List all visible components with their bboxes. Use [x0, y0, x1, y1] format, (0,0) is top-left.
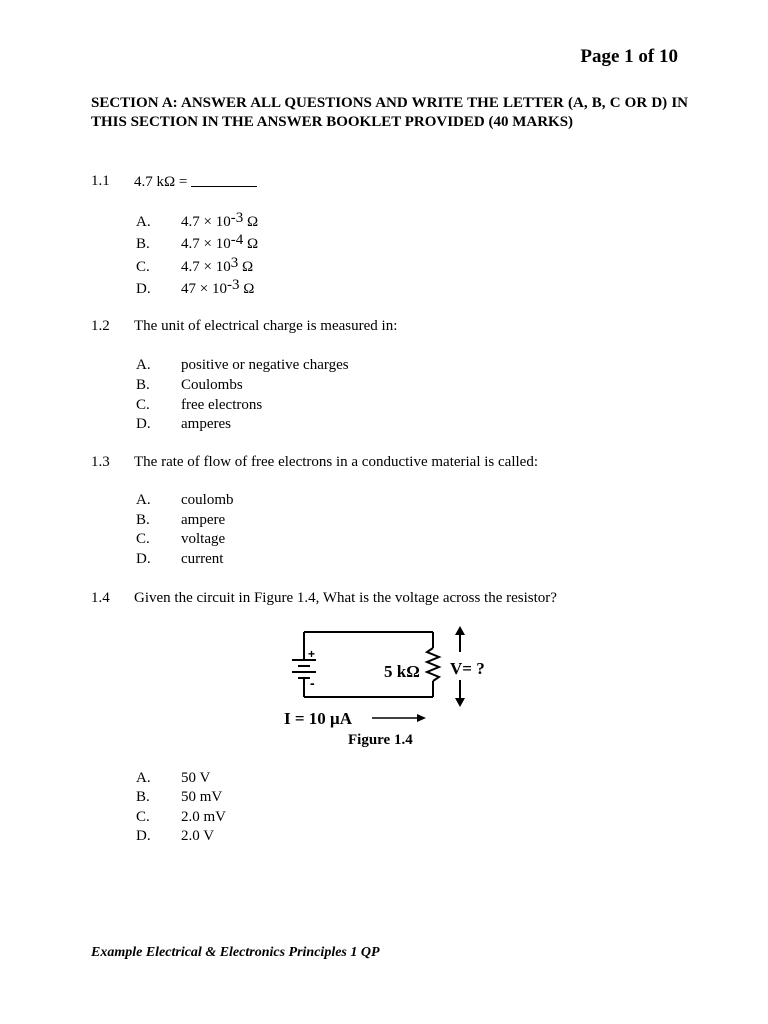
footer-text: Example Electrical & Electronics Principles 1 QP — [91, 945, 380, 960]
option-1-2-b: B. Coulombs — [136, 377, 243, 393]
option-1-4-c: C. 2.0 mV — [136, 809, 226, 825]
option-1-4-a: A. 50 V — [136, 770, 211, 786]
section-heading: SECTION A: ANSWER ALL QUESTIONS AND WRITE THE LETTER (A, B, C OR D) IN THIS SECTION IN THE ANSWER BOOKLET PROVIDED (40 MARKS) — [91, 95, 688, 130]
figure-caption: Figure 1.4 — [348, 732, 413, 748]
question-number: 1.3 — [91, 454, 110, 470]
question-text: The unit of electrical charge is measured in: — [134, 318, 398, 334]
circuit-figure — [280, 622, 490, 752]
question-number: 1.4 — [91, 590, 110, 606]
resistor-label: 5 kΩ — [384, 662, 420, 681]
option-1-3-d: D. current — [136, 551, 224, 567]
question-text: The rate of flow of free electrons in a conductive material is called: — [134, 454, 538, 470]
current-label: I = 10 μA — [284, 709, 352, 728]
question-number: 1.1 — [91, 173, 110, 189]
current-arrowhead — [417, 714, 426, 722]
battery-plus: + — [308, 647, 316, 661]
question-text: Given the circuit in Figure 1.4, What is the voltage across the resistor? — [134, 590, 557, 606]
option-1-3-b: B. ampere — [136, 512, 226, 528]
voltage-label: V= ? — [450, 659, 485, 678]
option-1-2-a: A. positive or negative charges — [136, 357, 349, 373]
page-number: Page 1 of 10 — [580, 46, 678, 67]
question-number: 1.2 — [91, 318, 110, 334]
answer-blank — [191, 172, 257, 187]
voltage-arrowhead-down — [455, 698, 465, 707]
option-1-4-d: D. 2.0 V — [136, 828, 215, 844]
option-1-4-b: B. 50 mV — [136, 789, 223, 805]
option-1-3-a: A. coulomb — [136, 492, 234, 508]
option-1-1-b: B. $4.7 \times 10^{-4}$ Ω — [136, 232, 259, 252]
resistor-zigzag — [427, 648, 439, 681]
option-1-3-c: C. voltage — [136, 531, 226, 547]
option-1-2-c: C. free electrons — [136, 397, 263, 413]
question-text: 4.7 kΩ = — [134, 172, 257, 192]
voltage-arrowhead-up — [455, 626, 465, 635]
option-1-1-d: D. $47 \times 10^{-3}$ Ω — [136, 277, 255, 297]
option-1-1-c: C. $4.7 \times 10^3$ Ω — [136, 255, 254, 275]
battery-minus: - — [310, 675, 315, 691]
option-1-2-d: D. amperes — [136, 416, 231, 432]
option-1-1-a: A. $4.7 \times 10^{-3}$ Ω — [136, 210, 259, 230]
